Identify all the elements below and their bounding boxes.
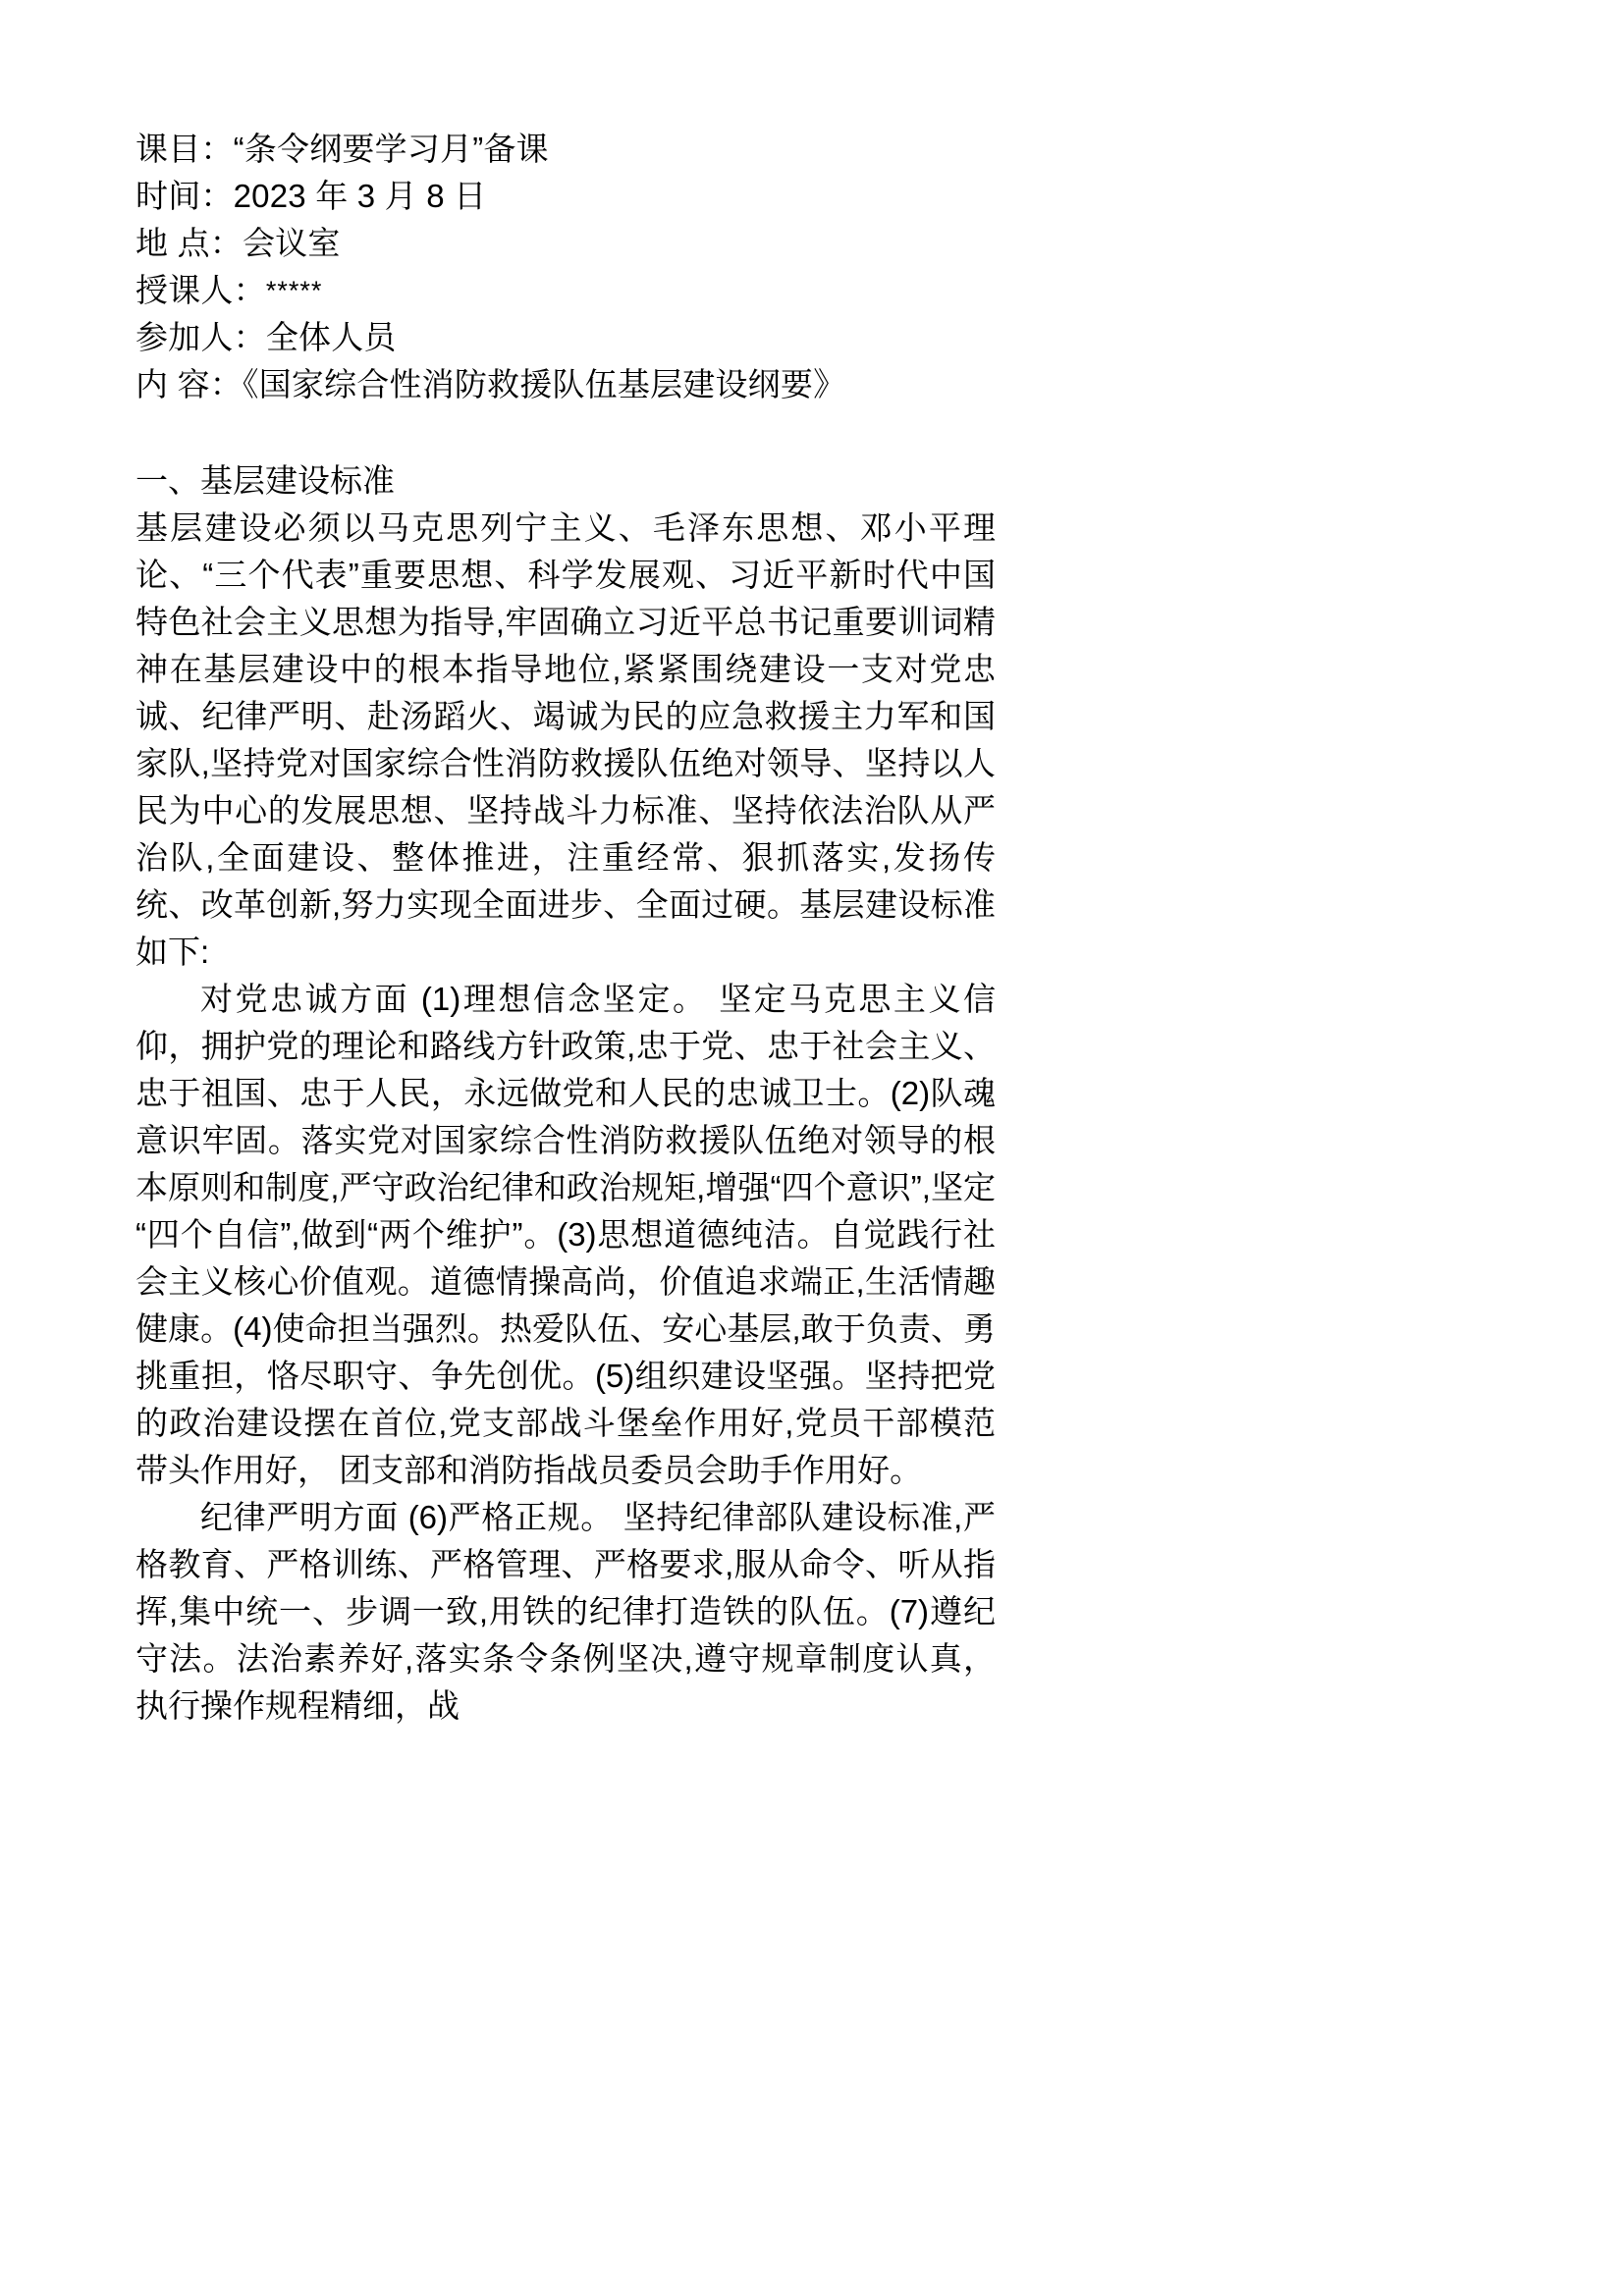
meta-label-subject: 课目：: [135, 131, 234, 167]
meta-line-participants: [135, 314, 996, 361]
meta-value-content: 《国家综合性消防救援队伍基层建设纲要》: [242, 366, 846, 402]
meta-line-content: [135, 361, 996, 408]
meta-body-separator: [135, 414, 996, 457]
meta-label-time: 时间：: [135, 178, 234, 214]
section-heading-1: 一、基层建设标准: [135, 462, 395, 499]
meta-label-location: 地 点：: [135, 225, 243, 261]
body-paragraph-1: 基层建设必须以马克思列宁主义、毛泽东思想、邓小平理论、“三个代表”重要思想、科学发展观、习近平新时代中国特色社会主义思想为指导,牢固确立习近平总书记重要训词精神在基层建设中的根本指导地位,紧紧围绕建设一支对党忠诚、纪律严明、赴汤蹈火、竭诚为民的应急救援主力军和国家队,坚持党对国家综合性消防救援队伍绝对领导、坚持以人民为中心的发展思想、坚持战斗力标准、坚持依法治队从严治队,全面建设、整体推进，注重经常、狠抓落实,发扬传统、改革创新,努力实现全面进步、全面过硬。基层建设标准如下:: [135, 509, 996, 970]
meta-label-participants: 参加人：: [135, 319, 266, 355]
meta-line-time: [135, 173, 996, 220]
document-body: [135, 126, 996, 1730]
meta-line-instructor: [135, 267, 996, 314]
meta-label-content: 内 容：: [135, 366, 243, 402]
meta-value-location: 会议室: [242, 225, 341, 261]
meta-label-instructor: 授课人：: [135, 272, 266, 308]
meta-block: [135, 126, 996, 408]
meta-value-time: 2023 年 3 月 8 日: [233, 178, 487, 214]
meta-line-subject: [135, 126, 996, 173]
meta-value-instructor: *****: [265, 276, 323, 305]
meta-line-location: [135, 220, 996, 267]
body-paragraph-3: 纪律严明方面 (6)严格正规。 坚持纪律部队建设标准,严格教育、严格训练、严格管理、严格要求,服从命令、听从指挥,集中统一、步调一致,用铁的纪律打造铁的队伍。(7)遵纪守法。法治素养好,落实条令条例坚决,遵守规章制度认真，执行操作规程精细，战: [135, 1499, 996, 1724]
meta-value-participants: 全体人员: [265, 319, 397, 355]
body-paragraph-2: 对党忠诚方面 (1)理想信念坚定。 坚定马克思主义信仰，拥护党的理论和路线方针政策,忠于党、忠于社会主义、忠于祖国、忠于人民，永远做党和人民的忠诚卫士。(2)队魂意识牢固。落实党对国家综合性消防救援队伍绝对领导的根本原则和制度,严守政治纪律和政治规矩,增强“四个意识”,坚定“四个自信”,做到“两个维护”。(3)思想道德纯洁。自觉践行社会主义核心价值观。道德情操高尚，价值追求端正,生活情趣健康。(4)使命担当强烈。热爱队伍、安心基层,敢于负责、勇挑重担，恪尽职守、争先创优。(5)组织建设坚强。坚持把党的政治建设摆在首位,党支部战斗堡垒作用好,党员干部模范带头作用好， 团支部和消防指战员委员会助手作用好。: [135, 981, 996, 1488]
meta-value-subject: “条令纲要学习月”备课: [233, 131, 549, 167]
